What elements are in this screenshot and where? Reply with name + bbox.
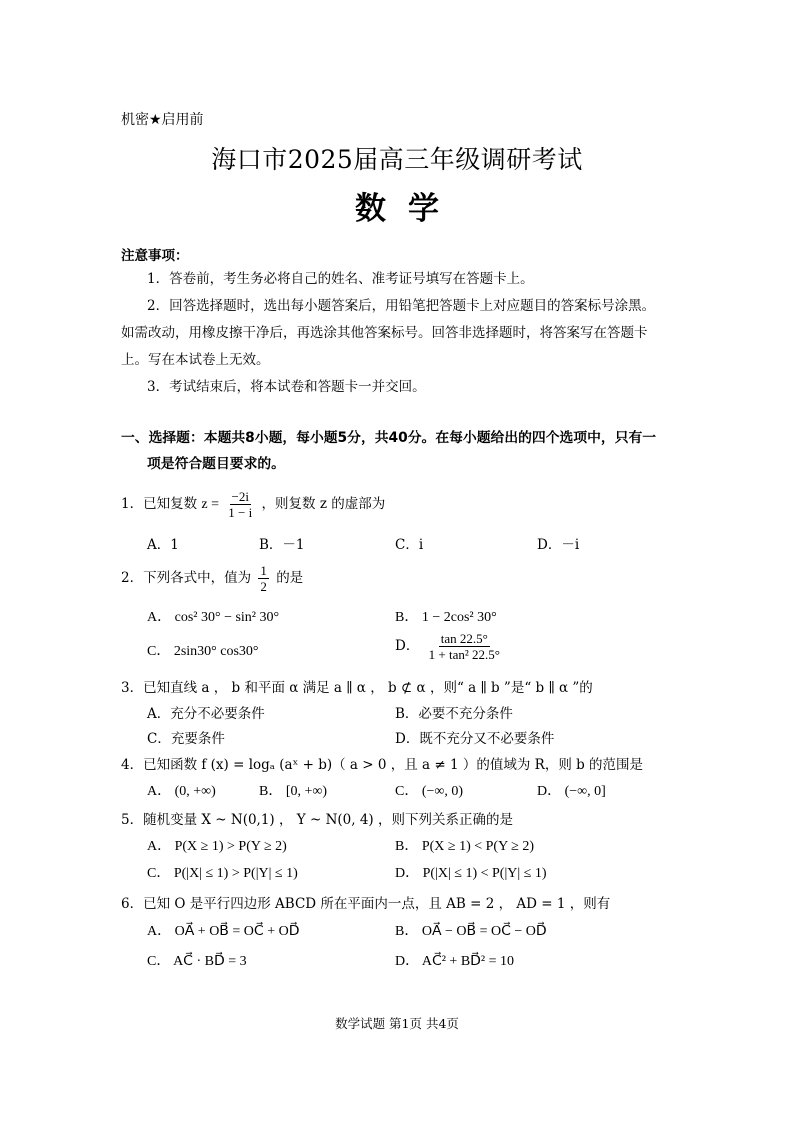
q6-option-b: B． OA⃗ − OB⃗ = OC⃗ − OD⃗	[395, 924, 547, 939]
q2-option-d-num: tan 22.5°	[440, 631, 488, 646]
q6-option-a: A． OA⃗ + OB⃗ = OC⃗ + OD⃗	[147, 924, 300, 939]
q2-den: 2	[260, 579, 267, 594]
note-2: 2．回答选择题时，选出每小题答案后，用铅笔把答题卡上对应题目的答案标号涂黑。	[147, 298, 656, 314]
q2-option-b: B． 1 − 2cos² 30°	[395, 610, 497, 625]
q1-option-d: D．－i	[537, 537, 580, 553]
q1-option-a: A．1	[147, 537, 179, 553]
note-2-cont: 如需改动，用橡皮擦干净后，再选涂其他答案标号。回答非选择题时，将答案写在答题卡	[121, 325, 648, 341]
q5-option-c: C． P(|X| ≤ 1) > P(|Y| ≤ 1)	[147, 866, 298, 881]
q2-option-d-fraction	[427, 631, 502, 662]
q4-option-d: D． (−∞, 0]	[537, 784, 606, 799]
exam-title: 海口市2025届高三年级调研考试	[211, 145, 583, 174]
q2-option-c: C． 2sin30° cos30°	[147, 644, 259, 659]
notes-heading: 注意事项：	[121, 248, 189, 264]
q1-option-c: C．i	[395, 537, 424, 553]
q5-option-a: A． P(X ≥ 1) > P(Y ≥ 2)	[147, 839, 287, 854]
question-4: 4．已知函数 f (x) = logₐ (aˣ + b)（ a > 0 ，且 a ≠ 1 ）的值域为 R，则 b 的范围是	[121, 757, 644, 773]
q6-option-c: C． AC⃗ · BD⃗ = 3	[147, 954, 247, 969]
q2-pre: 2．下列各式中，值为	[121, 570, 252, 586]
q3-option-a: A．充分不必要条件	[147, 706, 265, 722]
section-heading-cont: 项是符合题目要求的。	[147, 456, 285, 472]
page-footer: 数学试题 第1页 共4页	[335, 1016, 459, 1031]
question-6: 6．已知 O 是平行四边形 ABCD 所在平面内一点，且 AB = 2 ， AD = 1 ，则有	[121, 896, 611, 912]
q1-den: 1 − i	[228, 505, 253, 520]
note-3: 3．考试结束后，将本试卷和答题卡一并交回。	[147, 379, 426, 395]
q1-lhs: z =	[201, 497, 219, 512]
q2-option-d-label: D．	[395, 638, 420, 654]
q5-option-b: B． P(X ≥ 1) < P(Y ≥ 2)	[395, 839, 535, 854]
q3-option-d: D．既不充分又不必要条件	[395, 731, 555, 747]
question-3: 3．已知直线 a ， b 和平面 α 满足 a ∥ α ， b ⊄ α ，则“ a ∥ b ”是“ b ∥ α ”的	[121, 680, 593, 696]
q4-option-c: C． (−∞, 0)	[395, 784, 464, 799]
q3-option-c: C．充要条件	[147, 731, 225, 747]
q5-option-d: D． P(|X| ≤ 1) < P(|Y| ≤ 1)	[395, 866, 547, 881]
question-1	[121, 489, 385, 520]
q4-option-a: A． (0, +∞)	[147, 784, 216, 799]
note-1: 1．答卷前，考生务必将自己的姓名、准考证号填写在答题卡上。	[147, 271, 534, 287]
q1-fraction	[226, 489, 254, 520]
confidential-label: 机密★启用前	[121, 112, 204, 128]
q1-post: ，则复数 z 的虚部为	[261, 496, 386, 512]
q2-num: 1	[260, 563, 267, 578]
subject-title: 数学	[355, 191, 461, 227]
question-2	[121, 563, 303, 594]
q1-pre: 1．已知复数	[121, 496, 198, 512]
question-5: 5．随机变量 X ~ N(0,1) ， Y ~ N(0, 4) ，则下列关系正确的是	[121, 812, 513, 828]
section-heading: 一、选择题：本题共8小题，每小题5分，共40分。在每小题给出的四个选项中，只有一	[121, 430, 657, 446]
q1-option-b: B．－1	[259, 537, 305, 553]
q2-fraction	[258, 563, 269, 594]
q3-option-b: B．必要不充分条件	[395, 706, 513, 722]
q2-post: 的是	[276, 570, 304, 586]
q6-option-d: D． AC⃗² + BD⃗² = 10	[395, 954, 515, 969]
q2-option-d-den: 1 + tan² 22.5°	[428, 647, 500, 662]
q2-option-d	[395, 631, 505, 662]
q2-option-a: A． cos² 30° − sin² 30°	[147, 610, 280, 625]
note-2-end: 上。写在本试卷上无效。	[121, 352, 270, 368]
q4-option-b: B． [0, +∞)	[259, 784, 328, 799]
q1-num: −2i	[231, 489, 249, 504]
